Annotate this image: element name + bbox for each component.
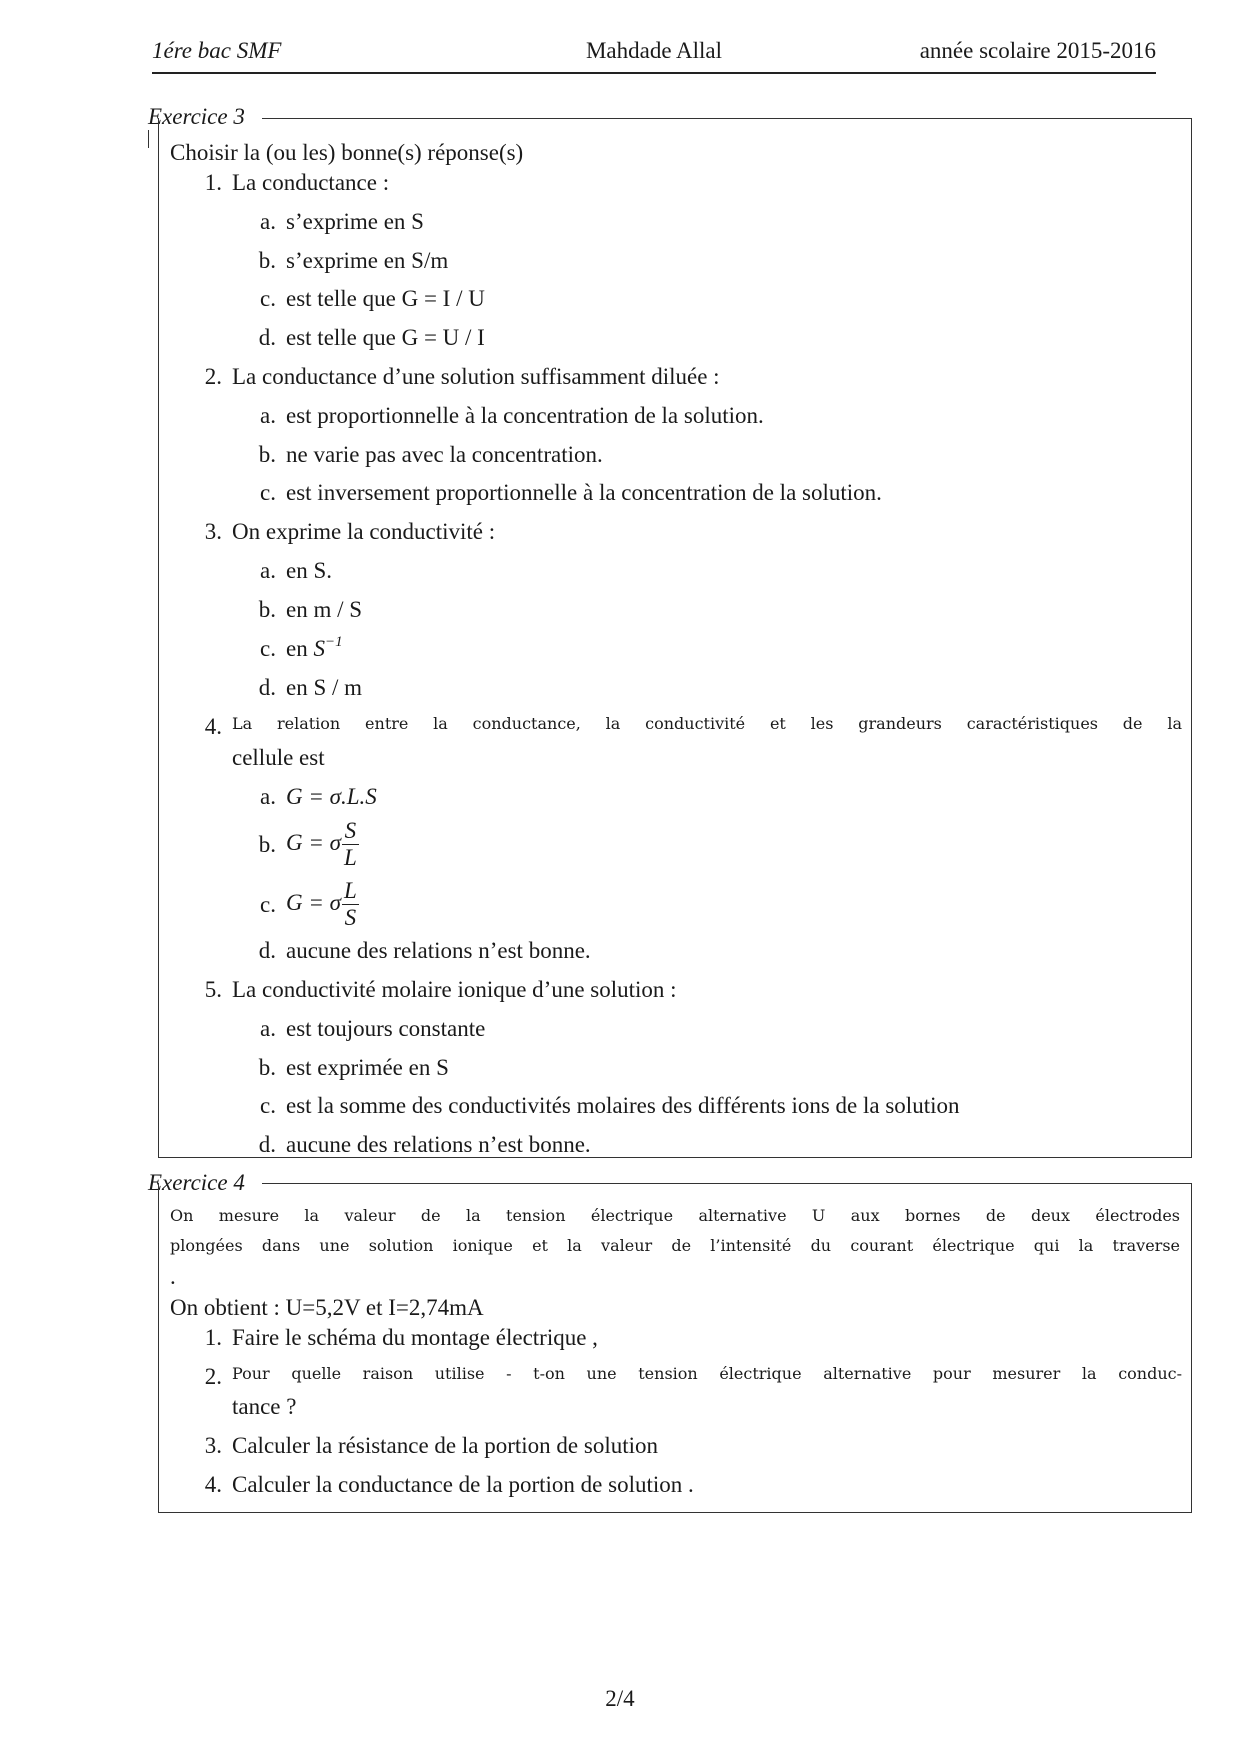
exercise-4-given: On obtient : U=5,2V et I=2,74mA xyxy=(170,1295,484,1320)
exercise-4-title: Exercice 4 xyxy=(148,1170,253,1196)
exercise-3-intro: Choisir la (ou les) bonne(s) réponse(s) xyxy=(170,140,524,165)
question-4-text-cont: cellule est xyxy=(232,745,325,770)
question-text: La conductance : xyxy=(232,170,390,195)
exercise-3-title: Exercice 3 xyxy=(148,104,253,130)
question-4-text: La relation entre la conductance, la conductivité et les grandeurs caractéristiques de la xyxy=(232,714,1182,733)
header-school-year: année scolaire 2015-2016 xyxy=(919,38,1156,63)
task-item-text-cont: tance ? xyxy=(232,1394,297,1419)
header-author: Mahdade Allal xyxy=(585,38,723,63)
page-header xyxy=(152,38,1156,74)
question-number: 1. xyxy=(204,170,222,195)
page-number: 2/4 xyxy=(605,1686,635,1711)
exercise-4-para-line2: plongées dans une solution ionique et la valeur de l’intensité du courant électrique qui la traverse xyxy=(170,1236,1180,1255)
fraction: $\frac{S}{L}$ xyxy=(343,818,357,870)
header-class: 1ére bac SMF xyxy=(152,38,282,63)
exercise-4-para-line3: . xyxy=(170,1264,176,1289)
exercise-4-para-line1: On mesure la valeur de la tension électrique alternative U aux bornes de deux électrodes xyxy=(170,1206,1180,1225)
task-item-text: Pour quelle raison utilise - t-on une tension électrique alternative pour mesurer la conduc- xyxy=(232,1364,1182,1383)
fraction: $\frac{L}{S}$ xyxy=(343,878,357,930)
